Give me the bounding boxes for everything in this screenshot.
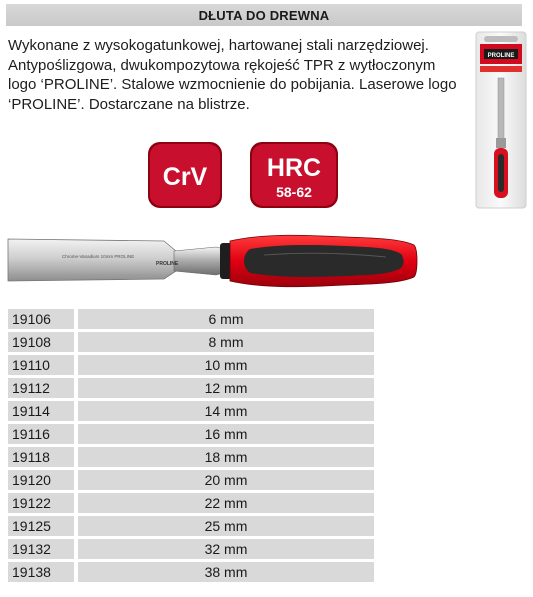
table-row (8, 470, 374, 493)
table-row (8, 378, 374, 401)
product-code-cell: 19132 (8, 539, 78, 562)
product-code-cell: 19112 (8, 378, 78, 401)
table-row (8, 493, 374, 516)
size-cell: 6 mm (78, 309, 374, 332)
hrc-badge-value: 58-62 (276, 184, 312, 200)
wood-chisel-image (6, 225, 420, 297)
table-row (8, 355, 374, 378)
table-row (8, 401, 374, 424)
product-code-cell: 19122 (8, 493, 78, 516)
product-code-cell: 19120 (8, 470, 78, 493)
size-cell: 8 mm (78, 332, 374, 355)
product-code-cell: 19116 (8, 424, 78, 447)
size-cell: 14 mm (78, 401, 374, 424)
size-cell: 18 mm (78, 447, 374, 470)
size-cell: 16 mm (78, 424, 374, 447)
table-row (8, 424, 374, 447)
description-line: logo ‘PROLINE’. Stalowe wzmocnienie do pobijania. Laserowe logo (8, 76, 457, 93)
blister-package-image (474, 30, 528, 210)
product-code-cell: 19125 (8, 516, 78, 539)
table-row (8, 332, 374, 355)
product-code-cell: 19110 (8, 355, 78, 378)
size-cell: 32 mm (78, 539, 374, 562)
blade-brand-logo: PROLINE (156, 261, 179, 267)
product-code-cell: 19108 (8, 332, 78, 355)
description-line: Antypoślizgowa, dwukompozytowa rękojeść TPR z wytłoczonym (8, 56, 436, 74)
size-cell: 25 mm (78, 516, 374, 539)
section-title (6, 4, 522, 26)
size-cell: 10 mm (78, 355, 374, 378)
product-description (8, 36, 470, 114)
table-row (8, 516, 374, 539)
product-code-cell: 19106 (8, 309, 78, 332)
description-line: Wykonane z wysokogatunkowej, hartowanej stali narzędziowej. (8, 37, 429, 54)
table-row (8, 447, 374, 470)
size-cell: 12 mm (78, 378, 374, 401)
material-badges (146, 140, 346, 210)
size-cell: 20 mm (78, 470, 374, 493)
table-row (8, 539, 374, 562)
section-title-text: DŁUTA DO DREWNA (198, 7, 330, 23)
crv-badge-text: CrV (162, 163, 208, 191)
table-row (8, 562, 374, 585)
sizes-table (8, 309, 374, 585)
product-code-cell: 19138 (8, 562, 78, 585)
hrc-badge-label: HRC (266, 154, 322, 182)
size-cell: 22 mm (78, 493, 374, 516)
size-cell: 38 mm (78, 562, 374, 585)
blister-brand-text: PROLINE (487, 53, 515, 59)
product-code-cell: 19114 (8, 401, 78, 424)
table-row (8, 309, 374, 332)
blade-engraving: Chrome-Vanadium 10mm PROLINE (62, 254, 135, 259)
product-code-cell: 19118 (8, 447, 78, 470)
description-line: ‘PROLINE’. Dostarczane na blistrze. (8, 95, 250, 113)
